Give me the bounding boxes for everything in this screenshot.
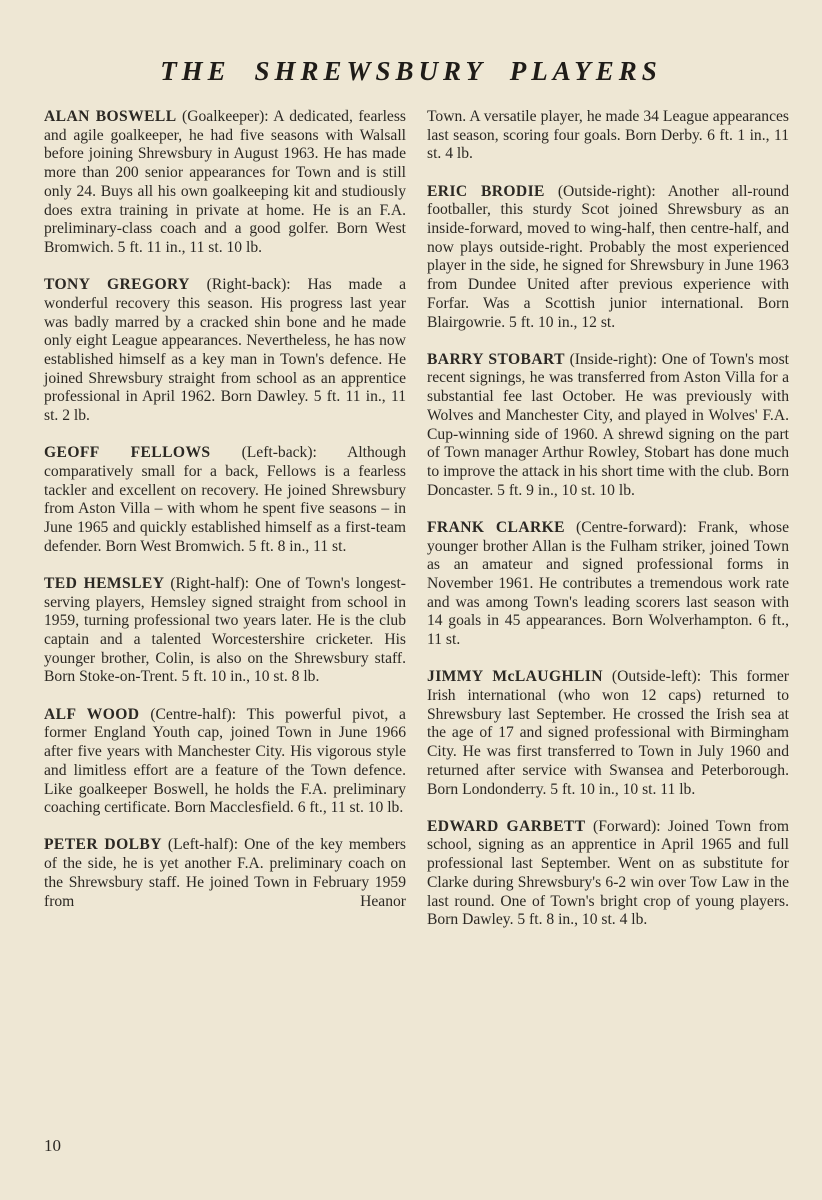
player-position: (Left-half):: [161, 836, 245, 854]
player-position: (Outside-right):: [544, 182, 668, 200]
player-name: GEOFF FELLOWS: [44, 444, 211, 462]
player-position: (Right-back):: [189, 276, 308, 294]
player-text: Another all-round footballer, this sturdy Scot joined Shrewsbury as an inside-forward, moved to wing-half, then centre-half, and now plays outside-right. Probably the most experienced player in the side, he signed for Shrewsbury in June 1963 from Dundee United after previous experience with Forfar. Was a Scottish junior international. Born Blairgowrie. 5 ft. 10 in., 12 st.: [427, 182, 790, 331]
player-position: (Centre-forward):: [564, 518, 698, 536]
player-name: EDWARD GARBETT: [427, 817, 586, 835]
player-name: PETER DOLBY: [44, 836, 162, 854]
player-bio-garbett: [427, 818, 789, 930]
player-bio-wood: [44, 706, 406, 818]
player-name: TED HEMSLEY: [44, 574, 165, 592]
player-position: (Inside-right):: [564, 350, 662, 368]
player-text: One of Town's most recent signings, he was transferred from Aston Villa for a substantial fee last October. He was previously with Wolves and Manchester City, and played in Wolves' F.A. Cup-winning side of 1960. A shrewd signing on the part of Town manager Arthur Rowley, Stobart has done much to improve the attack in his short time with the club. Born Doncaster. 5 ft. 9 in., 10 st. 10 lb.: [427, 350, 789, 499]
player-position: (Centre-half):: [139, 705, 247, 723]
player-name: ERIC BRODIE: [427, 182, 545, 200]
player-bio-fellows: [44, 444, 406, 556]
player-bio-hemsley: [44, 575, 406, 687]
player-position: (Forward):: [585, 817, 669, 835]
player-position: (Left-back):: [210, 444, 348, 462]
player-position: (Goalkeeper):: [176, 108, 274, 125]
player-name: TONY GREGORY: [44, 276, 190, 294]
right-column: [427, 108, 789, 948]
player-bio-brodie: [427, 183, 789, 333]
player-position: (Outside-left):: [602, 668, 710, 686]
player-bio-dolby: [44, 836, 406, 911]
player-bio-mclaughlin: [427, 668, 789, 799]
player-text: Has made a wonderful recovery this season. His progress last year was badly marred by a cracked shin bone and he made only eight League appearances. Nevertheless, he has now established himself as a key man in Town's defence. He joined Shrewsbury straight from school as an apprentice professional in April 1962. Born Dawley. 5 ft. 11 in., 11 st. 2 lb.: [44, 276, 406, 425]
player-name: ALAN BOSWELL: [44, 108, 177, 125]
player-text: Although comparatively small for a back, Fellows is a fearless tackler and excellent on recovery. He joined Shrewsbury from Aston Villa – with whom he spent five seasons – in June 1965 and quickly established himself as a first-team defender. Born West Bromwich. 5 ft. 8 in., 11 st.: [44, 444, 406, 555]
player-bio-dolby-continued: Town. A versatile player, he made 34 League appearances last season, scoring four goals. Born Derby. 6 ft. 1 in., 11 st. 4 lb.: [427, 108, 789, 163]
page-number: 10: [44, 1136, 61, 1155]
player-text: This former Irish international (who won 12 caps) returned to Shrewsbury last September. He crossed the Irish sea at the age of 17 and signed professional with Birmingham City. He was first transferred to Town in July 1960 and returned after service with Swansea and Peterborough. Born Londonderry. 5 ft. 10 in., 10 st. 11 lb.: [427, 668, 789, 798]
player-position: (Right-half):: [164, 574, 256, 592]
player-name: JIMMY McLAUGHLIN: [427, 668, 603, 686]
left-column: [44, 108, 406, 930]
player-text: This powerful pivot, a former England Youth cap, joined Town in June 1966 after five years with Manchester City. His vigorous style and limitless effort are a feature of the Town defence. Like goalkeeper Boswell, he holds the F.A. preliminary coaching certificate. Born Macclesfield. 6 ft., 11 st. 10 lb.: [44, 705, 406, 817]
player-bio-stobart: [427, 351, 789, 501]
player-text: One of the key members of the side, he is yet another F.A. preliminary coach on the Shrewsbury staff. He joined Town in February 1959 from Heanor: [44, 836, 406, 910]
player-name: BARRY STOBART: [427, 350, 565, 368]
player-name: ALF WOOD: [44, 705, 140, 723]
player-text: A dedicated, fearless and agile goalkeeper, he had five seasons with Walsall before joining Shrewsbury in August 1963. He has made more than 200 senior appearances for Town and is still only 24. Buys all his own goalkeeping kit and studiously does extra training in private at home. He is an F.A. preliminary-class coach and a good golfer. Born West Bromwich. 5 ft. 11 in., 11 st. 10 lb.: [44, 108, 406, 256]
player-bio-clarke: [427, 519, 789, 650]
player-text: One of Town's longest-serving players, Hemsley signed straight from school in 1959, turning professional two years later. He is the club captain and a talented Worcestershire cricketer. His younger brother, Colin, is also on the Shrewsbury staff. Born Stoke-on-Trent. 5 ft. 10 in., 10 st. 8 lb.: [44, 574, 406, 686]
player-bio-gregory: [44, 276, 406, 426]
player-text: Joined Town from school, signing as an apprentice in April 1965 and full professional last September. Went on as substitute for Clarke during Shrewsbury's 6-2 win over Tow Law in the last round. One of Town's bright crop of young players. Born Dawley. 5 ft. 8 in., 10 st. 4 lb.: [427, 817, 789, 929]
player-bio-boswell: [44, 108, 406, 258]
player-name: FRANK CLARKE: [427, 518, 565, 536]
page-title: THE SHREWSBURY PLAYERS: [160, 56, 662, 86]
player-text: Frank, whose younger brother Allan is the Fulham striker, joined Town as an amateur and signed professional forms in November 1961. He contributes a tremendous work rate and was among Town's leading scorers last season with 14 goals in 45 appearances. Born Wolverhampton. 6 ft., 11 st.: [427, 518, 789, 649]
